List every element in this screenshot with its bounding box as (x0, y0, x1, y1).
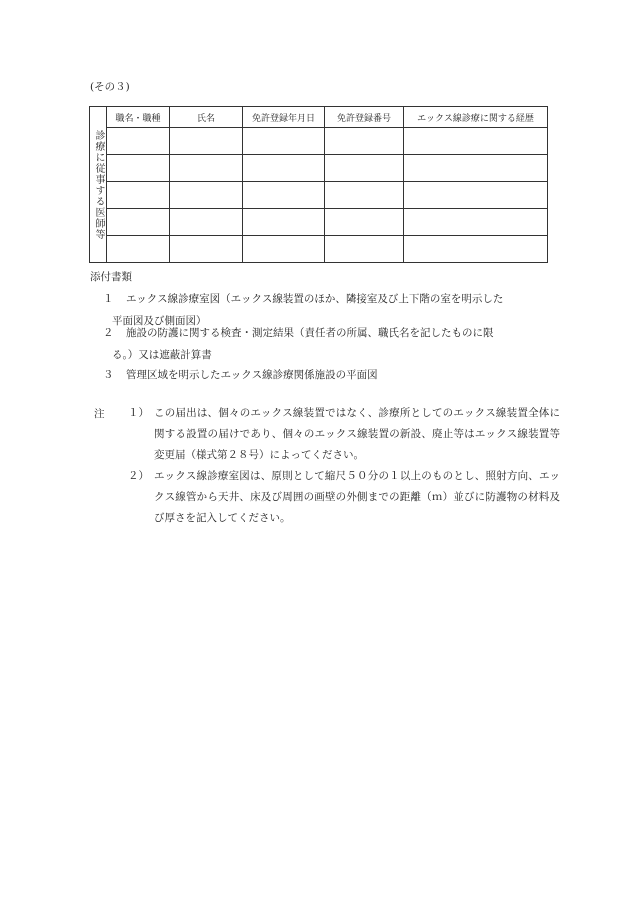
physician-table (89, 106, 548, 263)
table-cell[interactable] (107, 155, 170, 182)
row-header-cell (90, 107, 107, 263)
attachment-number: ２ (103, 327, 114, 339)
table-cell[interactable] (243, 236, 325, 263)
table-row (90, 236, 548, 263)
table-cell[interactable] (325, 182, 404, 209)
table-row (90, 182, 548, 209)
table-cell[interactable] (404, 155, 548, 182)
table-cell[interactable] (107, 182, 170, 209)
table-cell[interactable] (243, 128, 325, 155)
column-header: 氏名 (170, 107, 243, 128)
table-cell[interactable] (170, 236, 243, 263)
table-cell[interactable] (243, 155, 325, 182)
note-text: エックス線診療室図は、原則として縮尺５０分の１以上のものとし、照射方向、エックス線管から天井、床及び周囲の画壁の外側までの距離（ｍ）並びに防護物の材料及び厚さを記入してください。 (154, 470, 560, 524)
table-row (90, 128, 548, 155)
table-cell[interactable] (325, 155, 404, 182)
row-header-label: 診療に従事する医師等 (93, 129, 104, 240)
column-header: 免許登録年月日 (243, 107, 325, 128)
table-cell[interactable] (243, 209, 325, 236)
attachment-text: 管理区域を明示したエックス線診療関係施設の平面図 (126, 369, 378, 381)
attachment-text-continued: 平面図及び側面図） (112, 315, 207, 327)
table-cell[interactable] (404, 236, 548, 263)
attachments-title: 添付書類 (90, 271, 132, 283)
table-cell[interactable] (107, 128, 170, 155)
table-cell[interactable] (325, 128, 404, 155)
table-cell[interactable] (170, 182, 243, 209)
attachment-number: １ (103, 293, 114, 305)
attachment-text: エックス線診療室図（エックス線装置のほか、隣接室及び上下階の室を明示した (126, 293, 504, 305)
table-cell[interactable] (243, 182, 325, 209)
table-cell[interactable] (170, 155, 243, 182)
table-cell[interactable] (325, 209, 404, 236)
attachment-text: 施設の防護に関する検査・測定結果（責任者の所属、職氏名を記したものに限 (126, 327, 494, 339)
attachment-number: ３ (103, 369, 114, 381)
table-cell[interactable] (325, 236, 404, 263)
table-cell[interactable] (170, 209, 243, 236)
table-row (90, 155, 548, 182)
column-header: エックス線診療に関する経歴 (404, 107, 548, 128)
table-cell[interactable] (404, 182, 548, 209)
column-header: 職名・職種 (107, 107, 170, 128)
table-cell[interactable] (107, 209, 170, 236)
table-cell[interactable] (404, 128, 548, 155)
page-heading: (その３) (90, 81, 130, 93)
note-text: この届出は、個々のエックス線装置ではなく、診療所としてのエックス線装置全体に関する設置の届けであり、個々のエックス線装置の新設、廃止等はエックス線装置等変更届（様式第２８号）によってください。 (154, 407, 560, 461)
note-number: １） (128, 407, 149, 419)
table-cell[interactable] (170, 128, 243, 155)
column-header: 免許登録番号 (325, 107, 404, 128)
note-number: ２） (128, 470, 149, 482)
table-cell[interactable] (404, 209, 548, 236)
attachment-text-continued: る。）又は遮蔽計算書 (112, 349, 212, 361)
table-row (90, 209, 548, 236)
table-header-row (90, 107, 548, 128)
table-cell[interactable] (107, 236, 170, 263)
notes-label: 注 (94, 408, 105, 420)
